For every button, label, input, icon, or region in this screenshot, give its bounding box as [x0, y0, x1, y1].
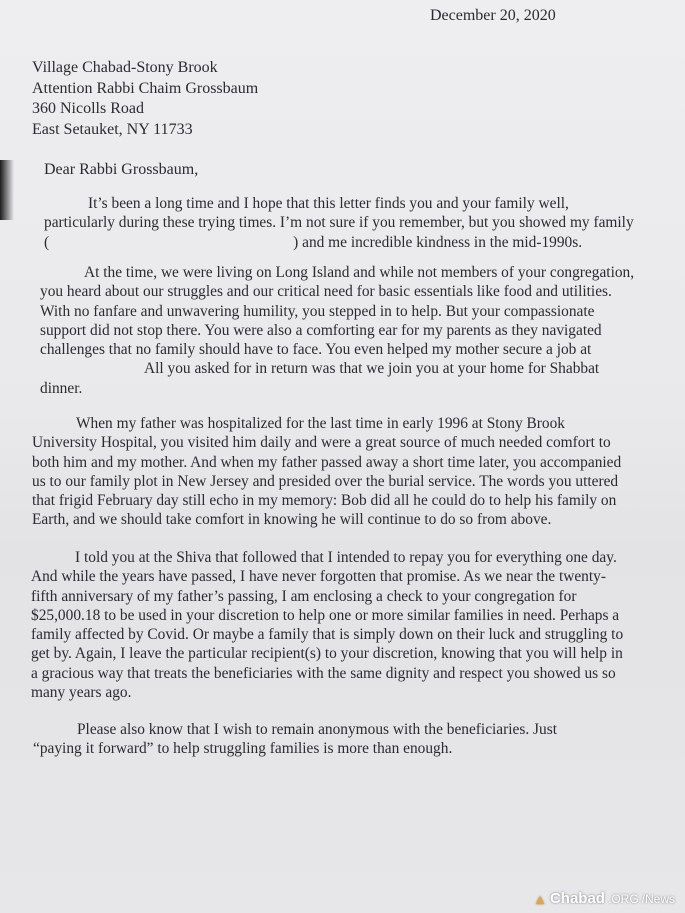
text-line: many years ago. [31, 684, 132, 702]
flame-icon: ▲ [533, 890, 547, 907]
text-line: With no fanfare and unwavering humility, you stepped in to help. But your compassionate [40, 302, 595, 320]
text-line: fifth anniversary of my father’s passing, I am enclosing a check to your congregation for [31, 587, 577, 605]
text-line: support did not stop there. You were also a comforting ear for my parents as they navigated [40, 321, 602, 339]
address-line: East Setauket, NY 11733 [32, 120, 193, 138]
address-line: Attention Rabbi Chaim Grossbaum [32, 79, 259, 97]
text-line: And while the years have passed, I have never forgotten that promise. As we near the twenty- [31, 568, 606, 586]
paragraph-2 [40, 263, 634, 398]
text-line: It’s been a long time and I hope that this letter finds you and your family well, [88, 195, 569, 212]
text-line: All you asked for in return was that we join you at your home for Shabbat [144, 360, 600, 378]
letter-date: December 20, 2020 [430, 7, 556, 24]
text-line: University Hospital, you visited him daily and were a great source of much needed comfort to [32, 434, 611, 452]
paragraph-5 [33, 720, 557, 759]
address-line: 360 Nicolls Road [32, 100, 144, 117]
text-line: us to our family plot in New Jersey and presided over the burial service. The words you uttered [32, 472, 619, 490]
watermark-brand: Chabad [549, 890, 605, 907]
text-line: challenges that no family should have to face. You even helped my mother secure a job at [40, 341, 592, 359]
text-line: At the time, we were living on Long Island and while not members of your congregation, [84, 264, 635, 281]
text-line: you heard about our struggles and our critical need for basic essentials like food and utilities. [40, 283, 612, 301]
text-line: family affected by Covid. Or maybe a family that is simply down on their luck and struggling to [31, 626, 624, 644]
text-line: “paying it forward” to help struggling families is more than enough. [33, 740, 453, 758]
paragraph-3 [32, 414, 621, 530]
text-line: When my father was hospitalized for the last time in early 1996 at Stony Brook [76, 415, 565, 432]
salutation: Dear Rabbi Grossbaum, [44, 161, 199, 178]
text-line: particularly during these trying times. I’m not sure if you remember, but you showed my family [44, 214, 634, 232]
paragraph-4 [31, 548, 623, 702]
watermark-domain: .ORG [607, 891, 639, 906]
text-line: both him and my mother. And when my father passed away a short time later, you accompanied [32, 453, 622, 471]
address-line: Village Chabad-Stony Brook [32, 59, 218, 76]
paragraph-1 [44, 194, 634, 252]
text-line: dinner. [40, 379, 83, 397]
text-line: I told you at the Shiva that followed that I intended to repay you for everything one day. [75, 549, 617, 566]
text-line: get by. Again, I leave the particular recipient(s) to your discretion, knowing that you will help in [31, 645, 623, 663]
text-line: Earth, and we should take comfort in knowing he will continue to do so from above. [32, 511, 552, 529]
chabad-news-watermark [533, 890, 675, 907]
text-line: $25,000.18 to be used in your discretion to help one or more similar families in need. Perhaps a [31, 606, 620, 624]
text-line: ) and me incredible kindness in the mid-1990s. [293, 233, 583, 251]
text-line: Please also know that I wish to remain anonymous with the beneficiaries. Just [77, 721, 558, 738]
watermark-section: /News [641, 891, 675, 906]
text-line: ( [44, 233, 50, 251]
text-line: a gracious way that treats the beneficiaries with the same dignity and respect you showed us so [31, 664, 616, 682]
page-edge-shadow [0, 160, 14, 220]
text-line: that frigid February day still echo in my memory: Bob did all he could do to help his family on [32, 492, 617, 510]
recipient-address [32, 58, 258, 140]
